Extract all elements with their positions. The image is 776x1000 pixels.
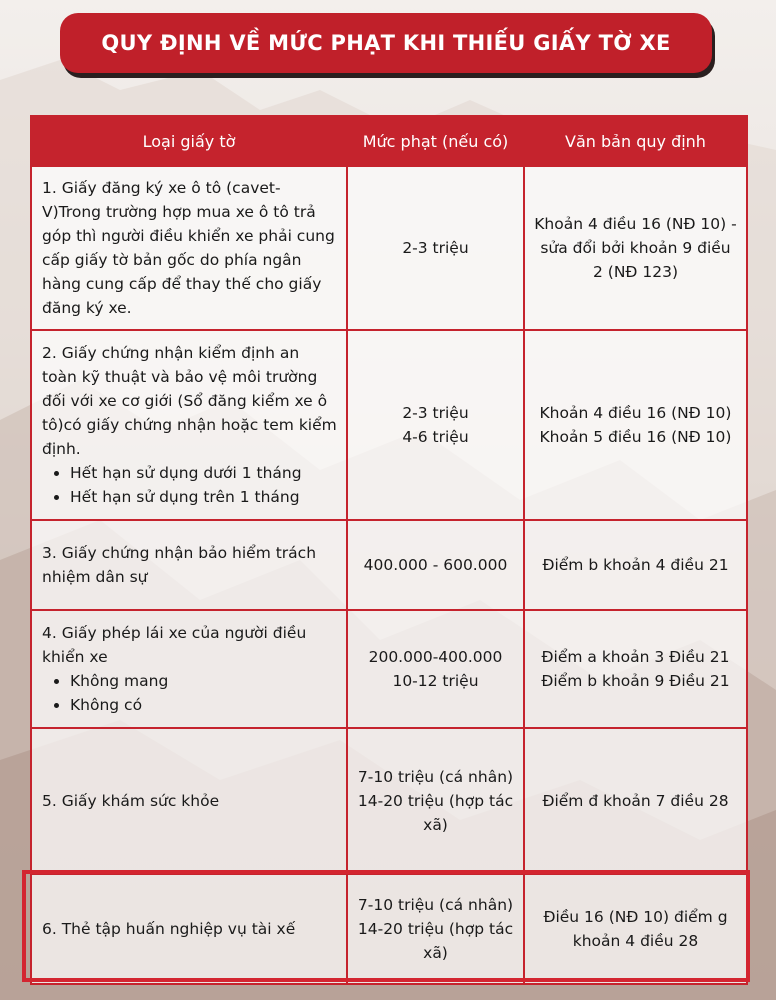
document-cell — [31, 610, 347, 728]
table-row — [31, 610, 747, 728]
document-cell — [31, 520, 347, 610]
regulation-cell — [524, 520, 747, 610]
bullet-item: • Không có — [70, 693, 338, 717]
fine-text: 14-20 triệu (hợp tác xã) — [357, 792, 514, 834]
regulation-cell — [524, 330, 747, 520]
fine-text: 10-12 triệu — [392, 672, 479, 690]
table-row — [31, 330, 747, 520]
document-text: 2. Giấy chứng nhận kiểm định an toàn kỹ thuật và bảo vệ môi trường đối với xe cơ giới (Sổ đăng kiểm xe ô tô)có giấy chứng nhận hoặc tem kiểm định. — [42, 344, 337, 458]
table-header-row — [31, 116, 747, 166]
document-text: 5. Giấy khám sức khỏe — [42, 792, 220, 810]
regulation-text: Điều 16 (NĐ 10) điểm g khoản 4 điều 28 — [543, 908, 728, 950]
title-banner — [60, 13, 712, 73]
fine-text: 14-20 triệu (hợp tác xã) — [357, 920, 514, 962]
header-fine: Mức phạt (nếu có) — [347, 116, 524, 166]
document-cell — [31, 166, 347, 330]
document-text: 3. Giấy chứng nhận bảo hiểm trách nhiệm dân sự — [42, 544, 317, 586]
document-cell — [31, 330, 347, 520]
fine-cell — [347, 728, 524, 874]
fine-text: 4-6 triệu — [402, 428, 469, 446]
page-title: QUY ĐỊNH VỀ MỨC PHẠT KHI THIẾU GIẤY TỜ XE — [101, 31, 671, 55]
fine-text: 2-3 triệu — [402, 404, 469, 422]
bullet-item: • Không mang — [70, 669, 338, 693]
fine-text: 200.000-400.000 — [368, 648, 503, 666]
regulation-cell — [524, 610, 747, 728]
regulation-text: Khoản 4 điều 16 (NĐ 10) - sửa đổi bởi khoản 9 điều 2 (NĐ 123) — [534, 215, 737, 281]
regulation-text: Điểm đ khoản 7 điều 28 — [542, 792, 729, 810]
fine-cell — [347, 166, 524, 330]
regulation-cell — [524, 166, 747, 330]
highlight-box — [22, 870, 750, 982]
fine-text: 7-10 triệu (cá nhân) — [357, 896, 514, 914]
regulation-text: Khoản 4 điều 16 (NĐ 10) — [539, 404, 732, 422]
header-regulation: Văn bản quy định — [524, 116, 747, 166]
table-row — [31, 166, 747, 330]
regulation-text: Khoản 5 điều 16 (NĐ 10) — [539, 428, 732, 446]
regulation-text: Điểm b khoản 4 điều 21 — [542, 556, 729, 574]
table-row — [31, 520, 747, 610]
fine-cell — [347, 520, 524, 610]
regulation-text: Điểm b khoản 9 Điều 21 — [541, 672, 730, 690]
bullet-item: • Hết hạn sử dụng dưới 1 tháng — [70, 461, 338, 485]
document-text: 4. Giấy phép lái xe của người điều khiển xe — [42, 624, 307, 666]
fine-cell — [347, 610, 524, 728]
document-text: 1. Giấy đăng ký xe ô tô (cavet-V)Trong trường hợp mua xe ô tô trả góp thì người điều khiển xe phải cung cấp giấy tờ bản gốc do phía ngân hàng cung cấp để thay thế cho giấy đăng ký xe. — [42, 179, 335, 317]
document-cell — [31, 728, 347, 874]
bullet-list — [42, 461, 338, 509]
fine-table — [30, 115, 748, 985]
fine-text: 2-3 triệu — [402, 239, 469, 257]
table-row — [31, 728, 747, 874]
fine-cell — [347, 330, 524, 520]
bullet-list — [42, 669, 338, 717]
document-text: 6. Thẻ tập huấn nghiệp vụ tài xế — [42, 920, 296, 938]
fine-text: 400.000 - 600.000 — [363, 556, 508, 574]
regulation-cell — [524, 728, 747, 874]
header-document-type: Loại giấy tờ — [31, 116, 347, 166]
bullet-item: • Hết hạn sử dụng trên 1 tháng — [70, 485, 338, 509]
regulation-text: Điểm a khoản 3 Điều 21 — [541, 648, 730, 666]
fine-text: 7-10 triệu (cá nhân) — [357, 768, 514, 786]
